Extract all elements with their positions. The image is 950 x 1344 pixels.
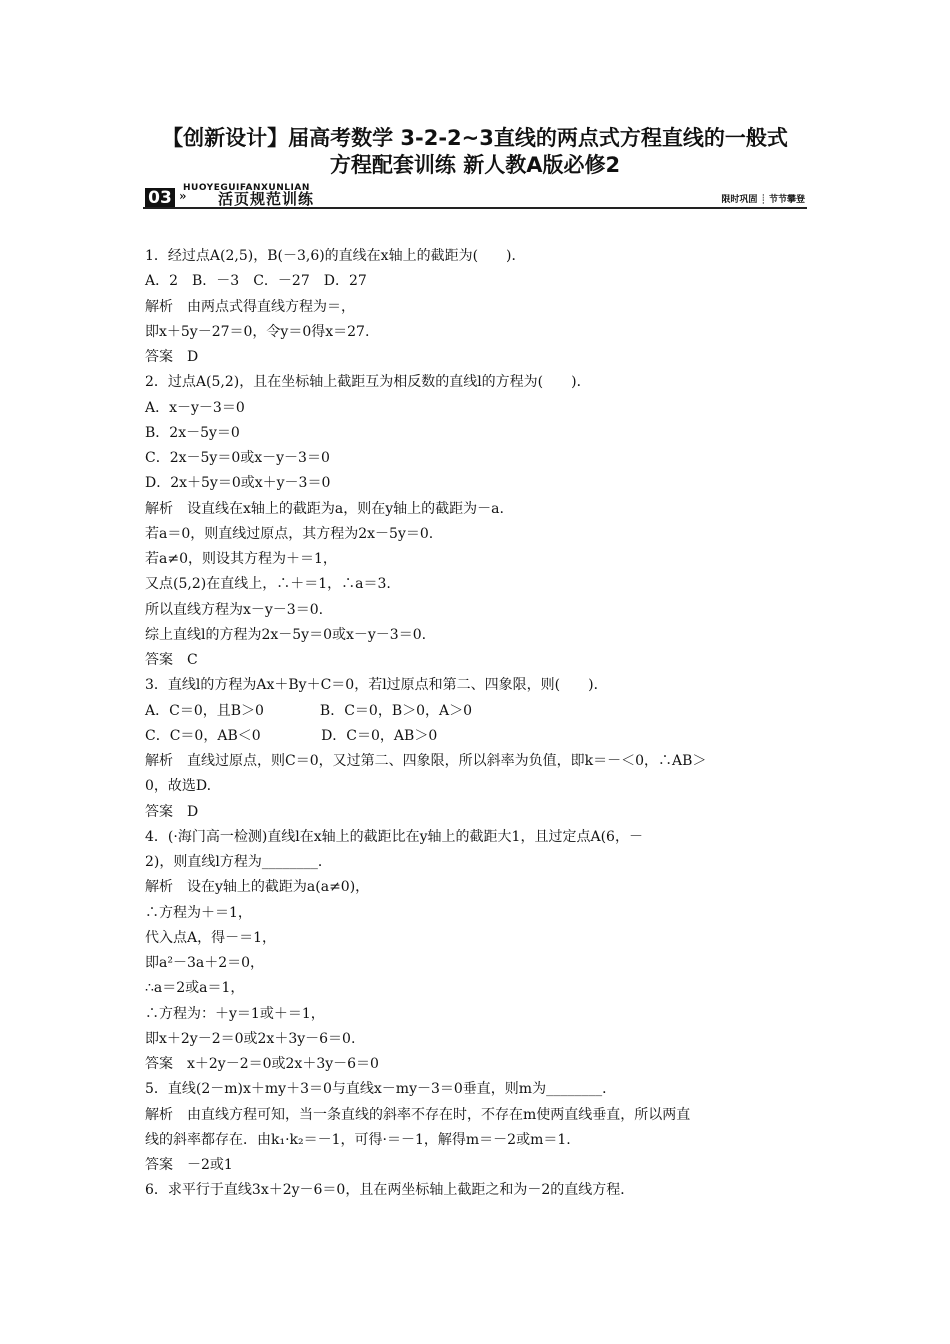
text-line: 即a²－3a＋2＝0， [145,955,265,971]
text-line: A．x－y－3＝0 [145,399,245,416]
text-line: 所以直线方程为x－y－3＝0. [145,601,324,618]
text-line: 解析 设在y轴上的截距为a(a≠0)， [145,879,370,896]
banner-title: 活页规范训练 [218,190,315,208]
exercise-content [145,244,807,1204]
text-line: A．2 B．－3 C．－27 D．27 [145,273,367,290]
banner-slogan: 限时巩固 ┊ 节节攀登 [721,195,805,205]
text-line: ∴方程为＋＝1， [145,904,252,921]
text-line: 0，故选D. [145,778,212,795]
text-line: 若a≠0，则设其方程为＋＝1， [145,551,337,567]
text-line: A．C＝0，且B＞0 B．C＝0，B＞0，A＞0 [145,702,473,719]
text-line: 2)，则直线l方程为________． [145,854,332,870]
text-line: 6．求平行于直线3x＋2y－6＝0，且在两坐标轴上截距之和为－2的直线方程． [145,1182,635,1199]
banner-pinyin: HUOYEGUIFANXUNLIAN [183,183,310,193]
banner-number: 03 [145,188,175,208]
text-line: D．2x＋5y＝0或x＋y－3＝0 [145,475,331,492]
banner-rule [143,207,807,209]
text-line: 综上直线l的方程为2x－5y＝0或x－y－3＝0. [145,626,427,643]
text-line: 1．经过点A(2,5)，B(－3,6)的直线在x轴上的截距为( )． [145,248,526,264]
text-line: 答案 －2或1 [145,1157,233,1173]
text-line: 4．(·海门高一检测)直线l在x轴上的截距比在y轴上的截距大1，且过定点A(6，－ [145,828,643,845]
text-line: 解析 由直线方程可知，当一条直线的斜率不存在时，不存在m使两直线垂直，所以两直 [145,1106,691,1123]
text-line: 解析 由两点式得直线方程为＝， [145,298,355,315]
text-line: 2．过点A(5,2)，且在坐标轴上截距互为相反数的直线l的方程为( )． [145,374,591,391]
text-line: C．C＝0，AB＜0 D．C＝0，AB＞0 [145,727,438,744]
text-line: ∴a＝2或a＝1， [145,980,245,997]
text-line: B．2x－5y＝0 [145,424,240,441]
text-line: 答案 D [145,803,199,820]
text-line: ∴方程为：＋y＝1或＋＝1， [145,1005,325,1022]
text-line: 又点(5,2)在直线上，∴＋＝1，∴a＝3. [145,576,391,593]
text-line: 即x＋2y－2＝0或2x＋3y－6＝0. [145,1030,356,1047]
text-line: 解析 直线过原点，则C＝0，又过第二、四象限，所以斜率为负值，即k＝－＜0，∴AB＞ [145,753,707,769]
text-line: 即x＋5y－27＝0，令y＝0得x＝27. [145,323,370,340]
text-line: 答案 D [145,349,199,365]
document-title-line-2: 方程配套训练 新人教A版必修2 [329,153,621,177]
text-line: 3．直线l的方程为Ax＋By＋C＝0，若l过原点和第二、四象限，则( )． [145,677,608,694]
text-line: 若a＝0，则直线过原点，其方程为2x－5y＝0. [145,525,434,542]
text-line: 解析 设直线在x轴上的截距为a，则在y轴上的截距为－a. [145,500,504,517]
text-line: 答案 x＋2y－2＝0或2x＋3y－6＝0 [145,1056,379,1072]
text-line: 代入点A，得－＝1， [145,929,277,946]
text-line: C．2x－5y＝0或x－y－3＝0 [145,450,330,466]
text-line: 5．直线(2－m)x＋my＋3＝0与直线x－my－3＝0垂直，则m为________． [145,1081,617,1098]
chevron-right-icon: » [179,189,187,203]
section-banner [143,183,807,213]
document-title-line-1: 【创新设计】届高考数学 3-2-2~3直线的两点式方程直线的一般式 [162,126,788,150]
text-line: 线的斜率都存在．由k₁·k₂＝－1，可得·＝－1，解得m＝－2或m＝1. [145,1131,571,1148]
text-line: 答案 C [145,652,198,668]
